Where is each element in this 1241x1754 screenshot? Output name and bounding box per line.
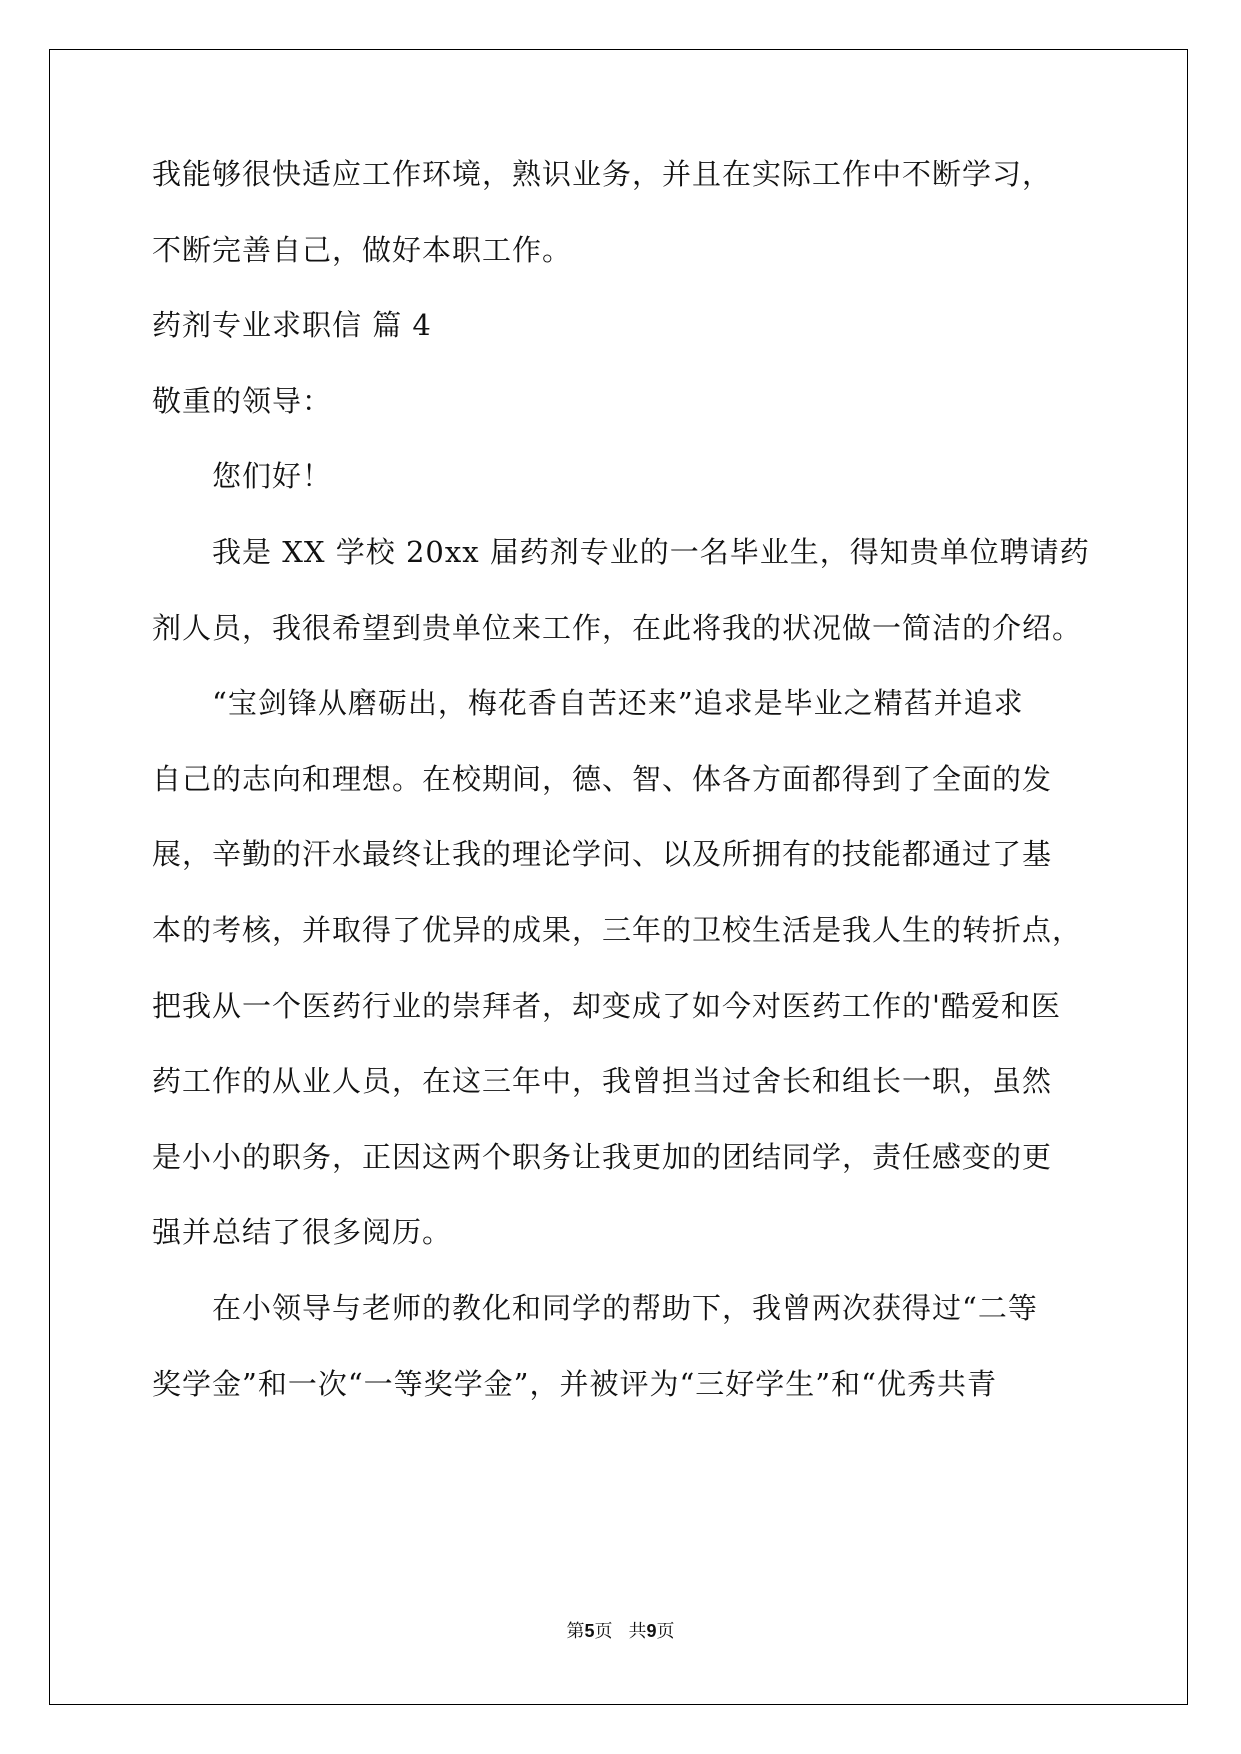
text-line: 不断完善自己，做好本职工作。 xyxy=(152,232,573,267)
document-body xyxy=(152,156,1092,1441)
text-line: 奖学金”和一次“一等奖学金”，并被评为“三好学生”和“优秀共青 xyxy=(152,1366,997,1401)
page-total: 9 xyxy=(646,1621,657,1641)
page-footer xyxy=(0,1617,1241,1643)
text-line: 是小小的职务，正因这两个职务让我更加的团结同学，责任感变的更 xyxy=(152,1139,1053,1174)
page-prefix: 第 xyxy=(566,1621,585,1642)
text-line: 在小领导与老师的教化和同学的帮助下，我曾两次获得过“二等 xyxy=(152,1290,1038,1325)
total-prefix: 共 xyxy=(628,1621,647,1642)
text-line: 剂人员，我很希望到贵单位来工作，在此将我的状况做一简洁的介绍。 xyxy=(152,610,1083,645)
text-line: 把我从一个医药行业的崇拜者，却变成了如今对医药工作的'酷爱和医 xyxy=(152,988,1061,1023)
page-current: 5 xyxy=(584,1621,595,1641)
section-heading: 药剂专业求职信 篇 4 xyxy=(152,308,432,343)
text-line: 自己的志向和理想。在校期间，德、智、体各方面都得到了全面的发 xyxy=(152,761,1053,796)
text-line: 展，辛勤的汗水最终让我的理论学问、以及所拥有的技能都通过了基 xyxy=(152,837,1053,872)
text-line: 本的考核，并取得了优异的成果，三年的卫校生活是我人生的转折点， xyxy=(152,912,1083,947)
text-line: “宝剑锋从磨砺出，梅花香自苦还来”追求是毕业之精萏并追求 xyxy=(152,686,1024,721)
text-line: 我能够很快适应工作环境，熟识业务，并且在实际工作中不断学习， xyxy=(152,157,1053,191)
text-line: 我是 XX 学校 20xx 届药剂专业的一名毕业生，得知贵单位聘请药 xyxy=(152,534,1090,569)
greeting: 您们好！ xyxy=(152,459,333,494)
total-suffix: 页 xyxy=(656,1621,675,1642)
text-line: 药工作的从业人员，在这三年中，我曾担当过舍长和组长一职，虽然 xyxy=(152,1064,1053,1099)
text-line: 强并总结了很多阅历。 xyxy=(152,1215,453,1250)
page-suffix: 页 xyxy=(594,1621,613,1642)
salutation: 敬重的领导： xyxy=(152,383,333,418)
